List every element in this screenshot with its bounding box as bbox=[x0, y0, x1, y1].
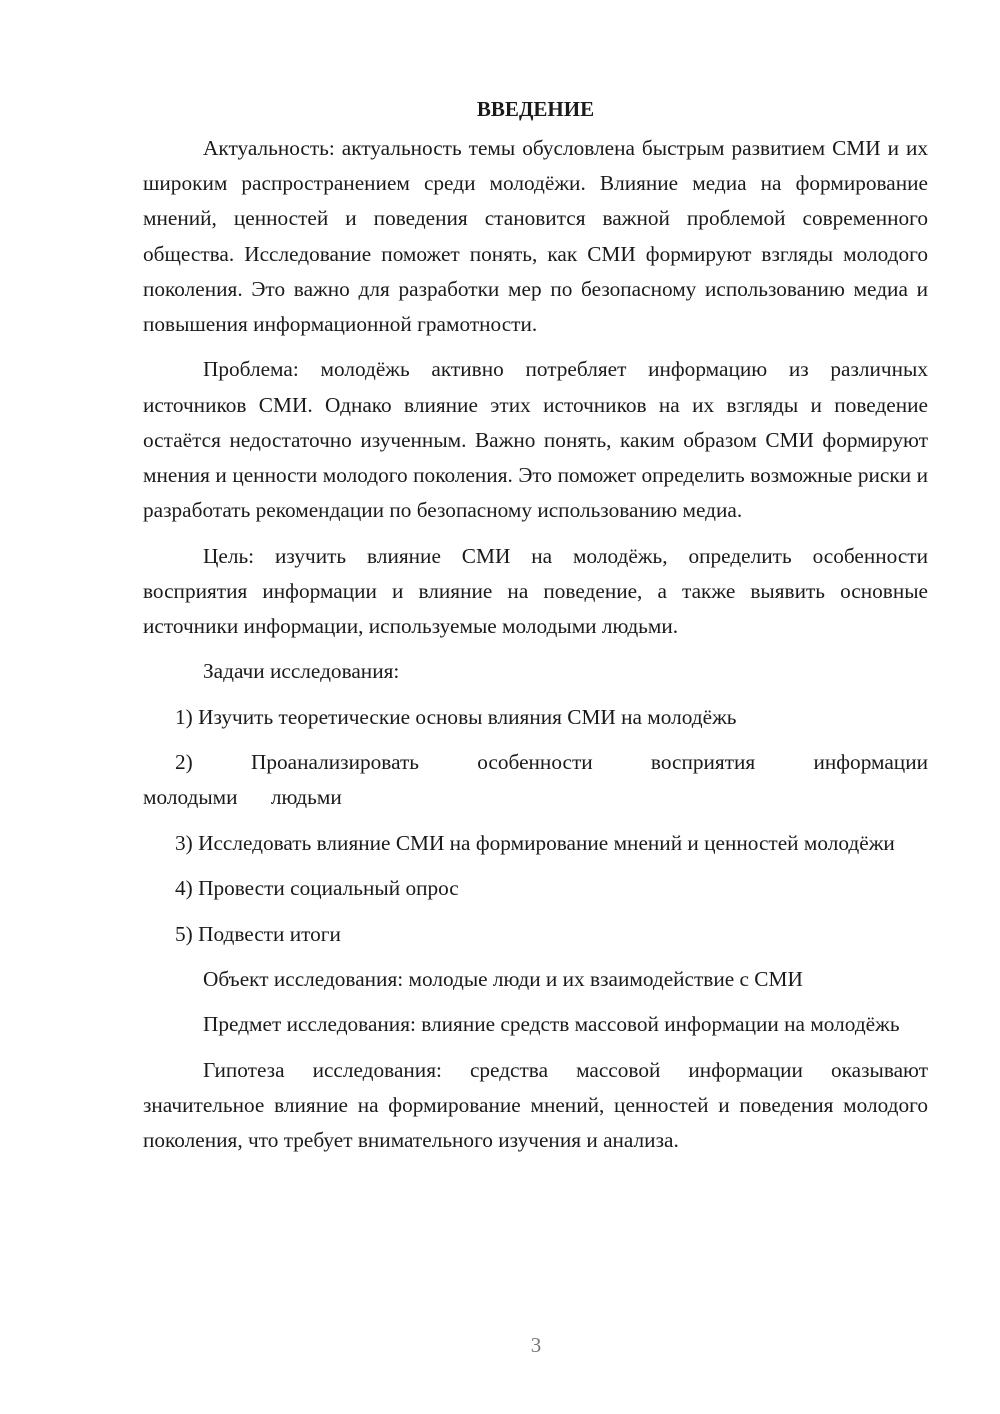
page-number: 3 bbox=[530, 1333, 542, 1357]
document-page bbox=[143, 92, 928, 1169]
list-item-task-1: 1) Изучить теоретические основы влияния СМИ на молодёжь bbox=[175, 704, 737, 729]
paragraph-hypothesis: Гипотеза исследования: средства массовой информации оказывают значительное влияние на формирование мнений, ценностей и поведения молодого поколения, что требует внимательного изучения и анализа. bbox=[143, 1057, 928, 1153]
paragraph-problem: Проблема: молодёжь активно потребляет информацию из различных источников СМИ. Однако влияние этих источников на их взгляды и поведение остаётся недостаточно изученным. Важно понять, каким образом СМИ формируют мнения и ценности молодого поколения. Это поможет определить возможные риски и разработать рекомендации по безопасному использованию медиа. bbox=[143, 357, 928, 523]
paragraph-goal: Цель: изучить влияние СМИ на молодёжь, определить особенности восприятия информации и влияние на поведение, а также выявить основные источники информации, используемые молодыми людьми. bbox=[143, 543, 928, 639]
paragraph-relevance: Актуальность: актуальность темы обусловлена быстрым развитием СМИ и их широким распространением среди молодёжи. Влияние медиа на формирование мнений, ценностей и поведения становится важной проблемой современного общества. Исследование поможет понять, как СМИ формируют взгляды молодого поколения. Это важно для разработки мер по безопасному использованию медиа и повышения информационной грамотности. bbox=[143, 136, 928, 337]
list-item-task-4: 4) Провести социальный опрос bbox=[175, 876, 459, 901]
list-item-task-3: 3) Исследовать влияние СМИ на формирование мнений и ценностей молодёжи bbox=[175, 830, 895, 855]
page-title: ВВЕДЕНИЕ bbox=[476, 97, 595, 121]
list-item-task-2: 2) Проанализировать особенности восприятия информации молодыми людьми bbox=[143, 750, 928, 810]
paragraph-object: Объект исследования: молодые люди и их взаимодействие с СМИ bbox=[203, 966, 803, 991]
paragraph-tasks-intro: Задачи исследования: bbox=[203, 659, 400, 684]
task-list bbox=[143, 700, 928, 952]
list-item-task-5: 5) Подвести итоги bbox=[175, 921, 341, 946]
paragraph-subject: Предмет исследования: влияние средств массовой информации на молодёжь bbox=[203, 1012, 900, 1037]
